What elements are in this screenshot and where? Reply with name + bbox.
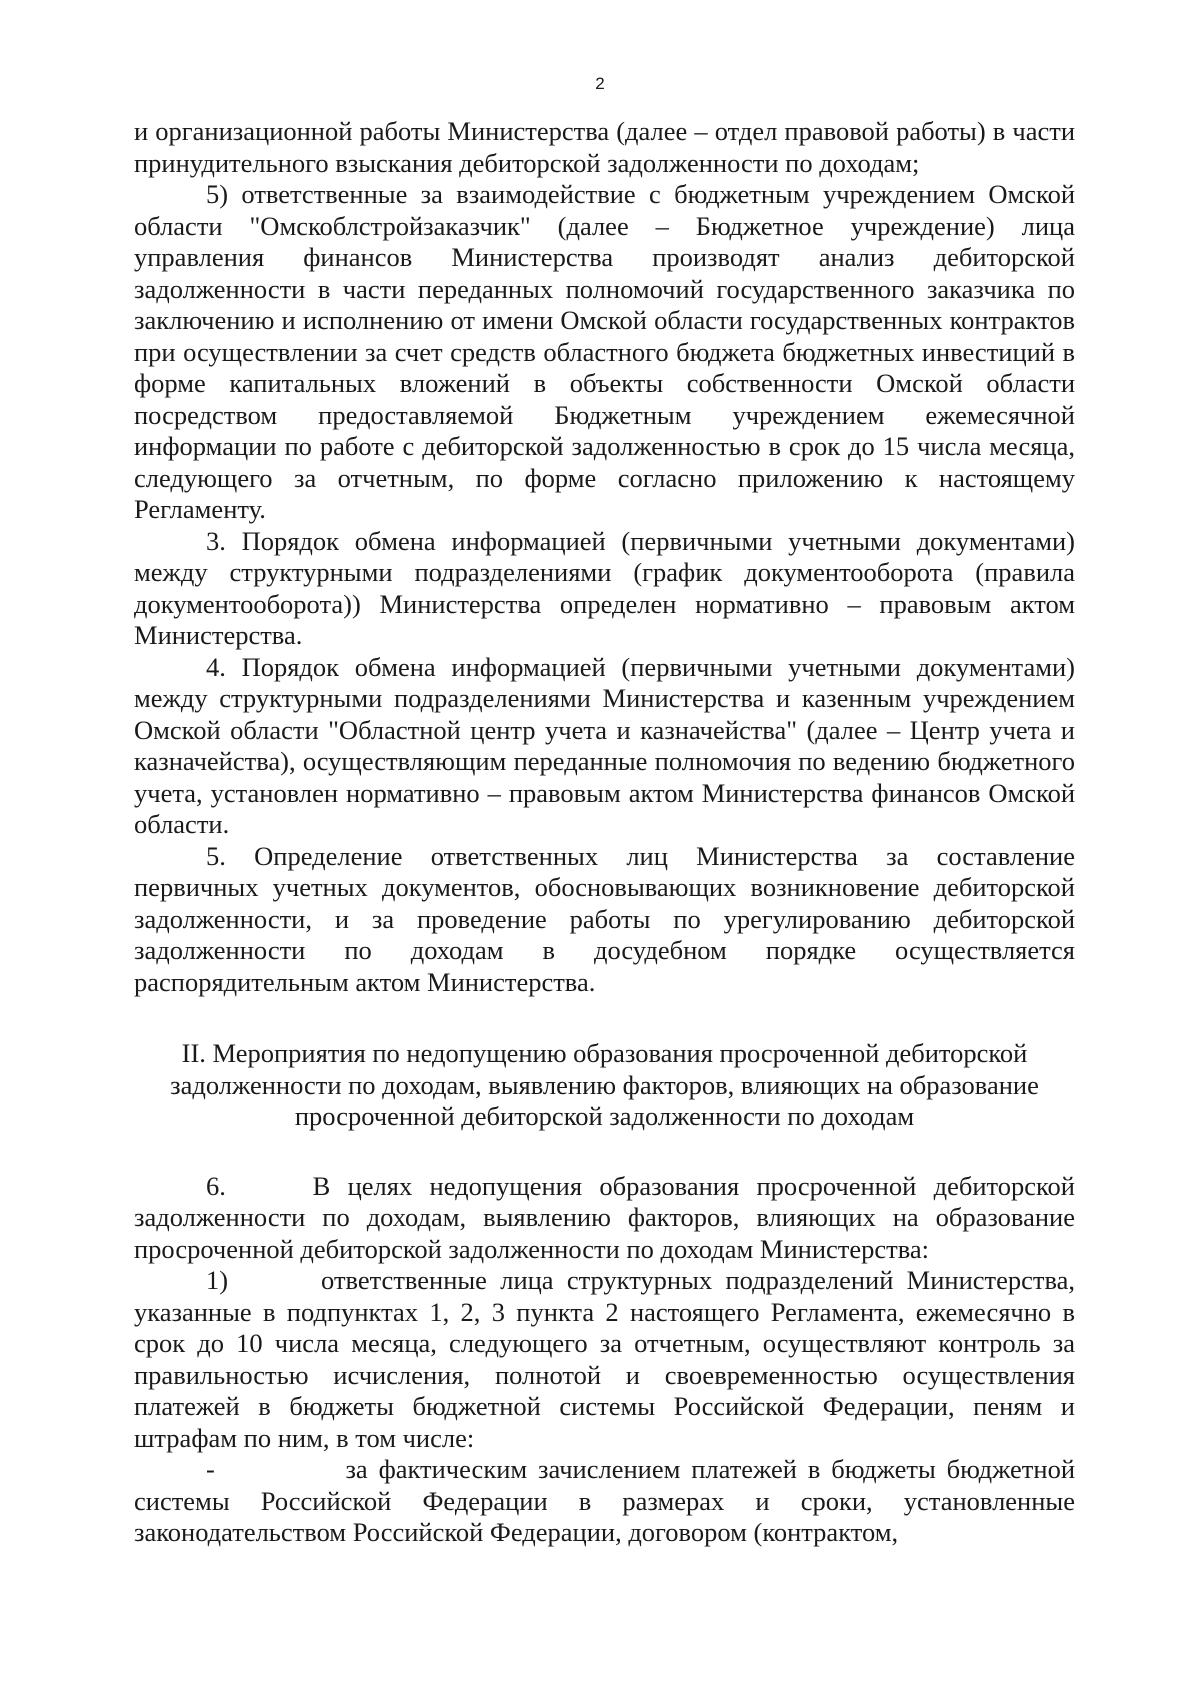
dash-marker: - [206, 1454, 215, 1484]
subitem-1-text: ответственные лица структурных подразделений Министерства, указанные в подпунктах 1, 2, 3 пункта 2 настоящего Регламента, ежемесячно в срок до 10 числа месяца, следующего за отчетным, осуществляют контроль за правильностью исчисления, полнотой и своевременностью осуществления платежей в бюджеты бюджетной системы Российской Федерации, пеням и штрафам по ним, в том числе: [134, 1265, 1076, 1453]
paragraph-5: 5. Определение ответственных лиц Министерства за составление первичных учетных документов, обосновывающих возникновение дебиторской задолженности, и за проведение работы по урегулированию дебиторской задолженности по доходам в досудебном порядке осуществляется распорядительным актом Министерства. [134, 840, 1075, 997]
paragraph-continuation: и организационной работы Министерства (далее – отдел правовой работы) в части принудительного взыскания дебиторской задолженности по доходам; [134, 116, 1075, 178]
paragraph-4: 4. Порядок обмена информацией (первичными учетными документами) между структурными подразделениями Министерства и казенным учреждением Омской области "Областной центр учета и казначейства" (далее – Центр учета и казначейства), осуществляющим переданные полномочия по ведению бюджетного учета, установлен нормативно – правовым актом Министерства финансов Омской области. [134, 651, 1075, 839]
dash-item-text: за фактическим зачислением платежей в бюджеты бюджетной системы Российской Федерации в размерах и сроки, установленные законодательством Российской Федерации, договором (контрактом, [134, 1454, 1075, 1547]
page-number: 2 [595, 74, 605, 93]
paragraph-item-5: 5) ответственные за взаимодействие с бюджетным учреждением Омской области "Омскоблстройзаказчик" (далее – Бюджетное учреждение) лица управления финансов Министерства производят анализ дебиторской задолженности в части переданных полномочий государственного заказчика по заключению и исполнению от имени Омской области государственных контрактов при осуществлении за счет средств областного бюджета бюджетных инвестиций в форме капитальных вложений в объекты собственности Омской области посредством предоставляемой Бюджетным учреждением ежемесячной информации по работе с дебиторской задолженностью в срок до 15 числа месяца, следующего за отчетным, по форме согласно приложению к настоящему Регламенту. [134, 179, 1075, 524]
paragraph-3: 3. Порядок обмена информацией (первичными учетными документами) между структурными подразделениями (график документооборота (правила документооборота)) Министерства определен нормативно – правовым актом Министерства. [134, 525, 1075, 650]
subitem-1 [134, 1265, 1075, 1454]
paragraph-6-text: В целях недопущения образования просроченной дебиторской задолженности по доходам, выявлению факторов, влияющих на образование просроченной дебиторской задолженности по доходам Министерства: [134, 1170, 1075, 1264]
document-body [134, 116, 1075, 1549]
dash-item [134, 1454, 1075, 1549]
paragraph-6 [134, 1171, 1075, 1266]
section-heading: II. Мероприятия по недопущению образования просроченной дебиторской задолженности по доходам, выявлению факторов, влияющих на образование просроченной дебиторской задолженности по доходам [170, 1038, 1039, 1131]
subitem-1-number: 1) [206, 1265, 229, 1295]
paragraph-6-number: 6. [206, 1170, 226, 1201]
